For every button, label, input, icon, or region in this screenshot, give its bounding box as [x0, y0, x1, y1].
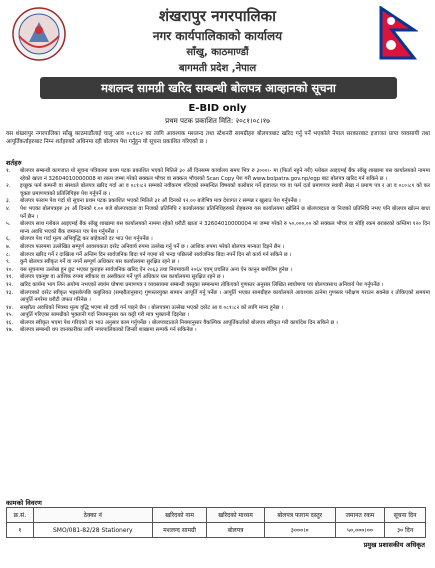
- column-header: ठेक्का नं: [33, 508, 152, 523]
- term-number: १२.: [6, 281, 14, 288]
- notice-heading: मशलन्द सामग्री खरिद सम्बन्धी बोलपत्र आव्हानको सूचना: [40, 77, 397, 99]
- term-item: [6, 312, 430, 320]
- term-number: ३.: [6, 198, 11, 205]
- term-number: ९.: [6, 259, 11, 266]
- term-item: [6, 168, 430, 183]
- office-address: साँखु, काठमाण्डौं: [186, 47, 249, 58]
- works-heading: कामको विवरण: [6, 499, 42, 507]
- column-header: खरिदको नाम: [152, 508, 207, 523]
- term-text: बोलपत्र फाराम पेश गर्दा यो सूचना प्रथम पटक प्रकाशित भएको मितिले ३१ औं दिनको १२.०० बजेभित्र मात्र देशागत र सम्पन्न र खुलाउ पेश गर्नुपर्नेछ ।: [20, 198, 301, 205]
- term-item: [6, 236, 430, 244]
- term-item: [6, 244, 430, 252]
- term-number: १५.: [6, 312, 14, 319]
- table-cell: SMO/081-82/28 Stationery: [33, 523, 152, 538]
- publish-date: प्रथम पटक प्रकाशित मिति: २०८१।०८।१७: [165, 117, 270, 125]
- term-item: [6, 282, 430, 290]
- column-header: सूचना दिन: [385, 508, 426, 523]
- term-text: कुनै बोलपत्र स्वीकृत गर्ने वा नगर्ने सम्पूर्ण अधिकार यस कार्यालयमा सुरक्षित रहने छ ।: [20, 259, 180, 266]
- ebid-label: E-BID only: [188, 103, 247, 114]
- term-item: [6, 274, 430, 282]
- province-label: बागमती प्रदेश ,नेपाल: [178, 63, 257, 74]
- table-row: [7, 523, 426, 538]
- term-item: [6, 198, 430, 206]
- column-header: जमानत रकम: [335, 508, 384, 523]
- signature-block: [364, 540, 425, 550]
- table-cell: ३०००।०: [264, 523, 335, 538]
- term-text: खरिद कार्यमा भाग लिन अयोग्य नभएको स्वयंम घोषणा प्रमाणपत्र र व्यवसायमा सम्बन्धी वस्तुका सम्बन्धमा तोकिएको गुणस्तर अनुसार लिखित स्वघोषणा पत्र बोलपत्रसाथ अनिवार्य पेश गर्नुपर्नेछ ।: [20, 281, 384, 288]
- term-text: बोलपत्र फारममा उल्लेखित सम्पूर्ण आवश्यकता दररेट अनिवार्य रुपमा उल्लेख गर्नु पर्ने छ । आंशिक रुपमा भरेको बोलपत्र मान्यता दिइने छैन ।: [20, 243, 285, 250]
- term-item: [6, 259, 430, 267]
- table-cell: ३० दिन: [385, 523, 426, 538]
- table-cell: बोलपत्र: [207, 523, 264, 538]
- table-cell: मशलन्द सामग्री: [152, 523, 207, 538]
- term-number: १.: [6, 168, 11, 174]
- term-text: बोलपत्र सम्बन्धी थप जानकारीका लागि नगरपालिकाको जिन्सी शाखामा सम्पर्क गर्न सकिनेछ ।: [20, 327, 197, 334]
- term-number: १७.: [6, 327, 14, 334]
- term-number: १०.: [6, 266, 14, 273]
- signature-title: प्रमुख प्रशासकीय अधिकृत: [363, 541, 425, 549]
- works-table: [6, 507, 426, 538]
- table-cell: ५०,०००।००: [335, 523, 384, 538]
- term-text: सम्झौता अवधिको भित्रमा मूल्य वृद्धि भएमा सो दावी गर्न पाइने छैन । बोलपत्रमा उल्लेख भएको दररेट आ व ०८१।८२ को लागि मान्य हुनेछ ।: [20, 304, 284, 311]
- term-text: बोलपत्र सम्बन्धी कागजात यो सूचना पत्रिकामा प्रथम पटक प्रकाशित भएको मितिले ३० औं दिनसम्म कार्यालय समय भित्र रु ३०००।- मा (फिर्ता नहुने गरी) ग्लोबल आइएमई बैंक साँखु शाखामा यस कार्यालयको नाममा रहेको खाता नं 32604010000008 मा रकम जम्मा गरेको सक्कल भौचर वा सक्कल भौचरको Scan Copy पेश गरी www.bolpatra.gov.np/egp बाट बोलपत्र खरिद गर्न सकिने छ ।: [20, 168, 430, 182]
- term-text: बोलपत्रको दररेट स्वीकृत भइसकेपछि कबुलियत (सम्झौतानुसार) गुणस्तरयुक्त सामान आपूर्ति गर्नु पर्नेछ । आपूर्ति भएका सामग्रीहरु कार्यालयले आवश्यक ठानेमा गुणस्तर परीक्षण गराउन सक्नेछ र तोकिएको समयमा आपूर्ति नगरेमा धरौटी जफत गरिनेछ ।: [20, 289, 430, 304]
- column-header: बोलपत्र फाराम दस्तुर: [264, 508, 335, 523]
- term-number: २.: [6, 183, 11, 190]
- term-item: [6, 206, 430, 221]
- terms-heading: शर्तहरु: [6, 159, 22, 167]
- term-item: [6, 290, 430, 305]
- term-number: ८.: [6, 251, 11, 258]
- term-text: इच्छुक फर्म कम्पनी वा संस्थाले बोलपत्र खरिद गर्दा आ व ०८१।८२ सम्मको नवीकरण गरिएको सम्बन्धित विषयको कारोबार गर्ने इजाजत पत्र वा फर्म दर्ता प्रमाणपत्र स्थायी लेखा नं प्रमाण पत्र र आ व ०८०।८१ को कर चुक्ता प्रमाणपत्रको प्रतिलिपिहरु पेश गर्नुपर्ने छ ।: [20, 183, 430, 197]
- term-number: ११.: [6, 274, 14, 281]
- term-text: बोलपत्र एकमुष्ट वा आंशिक रुपमा स्वीकार वा अस्वीकार गर्ने पूर्ण अधिकार यस कार्यालयमा सुरक्षित रहने छ ।: [20, 274, 225, 281]
- term-text: बोलपत्र खरिद गर्ने र दाखिला गर्ने अन्तिम दिन सार्वजनिक बिदा पर्न गएमा सो भन्दा पछिल्लो सार्वजनिक बिदा नपर्ने दिन सो कार्य गर्न सकिने छ ।: [20, 251, 292, 258]
- term-text: आपूर्ति गरिएका सामग्रीको भुक्तानी गर्दा नियमानुसार कर कट्टी गरी मात्र भुक्तानी दिइनेछ ।: [20, 312, 190, 319]
- term-number: ६.: [6, 236, 11, 243]
- terms-list: [6, 168, 430, 335]
- term-number: ४.: [6, 205, 11, 212]
- term-number: १३.: [6, 289, 14, 296]
- intro-paragraph: यस शंखरापुर नगरपालिका साँखु काठमाडौंलाई चालु आव ०८१।८२ का लागि आवश्यक मशलन्द तथा स्टेशनरी सामग्रीहरु बोलपत्रबाट खरिद गर्नु पर्ने भएकोले नेपाल सरकारबाट इजाजत प्राप्त व्यवसायी तथा आपूर्तिकर्ताहरुबाट निम्न शर्तहरुको अधिनमा रही बोलपत्र पेश गर्नुहुन यो सूचना प्रकाशित गरिएको छ ।: [6, 131, 430, 146]
- term-item: [6, 252, 430, 260]
- term-text: बोलपत्र स्वीकृत भएमा पेश गरिएको दर भाउ अनुसार काम गर्नुपर्नेछ । बोलपत्रदाताले नियमानुसार वैकल्पिक आपूर्तिकर्ताको बोलपत्र स्वीकृत गरी कार्यादेश दिन सकिने छ ।: [20, 319, 338, 326]
- term-number: १४.: [6, 304, 14, 311]
- term-number: १६.: [6, 319, 14, 326]
- term-text: बोलपत्र साथ ग्लोबल आइएमई बैंक साँखु शाखामा यस कार्यालयको नाममा रहेको धरौटी खाता नं 32604010000004 मा जम्मा गरेको रु ५०,०००,०० को सक्कल भौचर वा सोहि रकम बराबरको कम्तिमा १२० दिन मान्य अवधि भएको बैंक जमानत पत्र पेश गर्नुपर्नेछ ।: [20, 221, 430, 235]
- office-title: नगर कार्यपालिकाको कार्यालय: [152, 29, 283, 43]
- column-header: खरिदको माध्यम: [207, 508, 264, 523]
- term-number: ७.: [6, 243, 11, 250]
- term-item: [6, 327, 430, 335]
- term-item: [6, 183, 430, 198]
- term-number: ५.: [6, 221, 11, 228]
- table-header-row: [7, 508, 426, 523]
- municipality-title: शंखरापुर नगरपालिका: [158, 7, 277, 25]
- term-text: बोलपत्र पेश गर्दा मूल्य अभिवृद्धि कर बाहेकको दर भाउ पेश गर्नुपर्नेछ ।: [20, 236, 153, 243]
- column-header: क्र.सं.: [7, 508, 34, 523]
- term-text: यस सूचनामा उल्लेख हुन छुट भएका कुराहरु सार्वजनिक खरिद ऐन २०६३ तथा नियमावली २०६४ एवम् प्रचलित अन्य ऐन कानुन बमोजिम हुनेछ ।: [20, 266, 293, 273]
- table-cell: १: [7, 523, 34, 538]
- term-item: [6, 221, 430, 236]
- term-text: पेश भएका बोलपत्रहरु ३१ औं दिनको १.०० बजे बोलपत्रदाता वा निजको प्रतिनिधि र कार्यालयका प्रतिनिधिहरुको रोहबरमा यस कार्यालयमा खोलिने छ बोलपत्रदाता वा निजको प्रतिनिधि नभए पनि बोलपत्र खोल्न बाधा पर्ने छैन ।: [20, 205, 430, 220]
